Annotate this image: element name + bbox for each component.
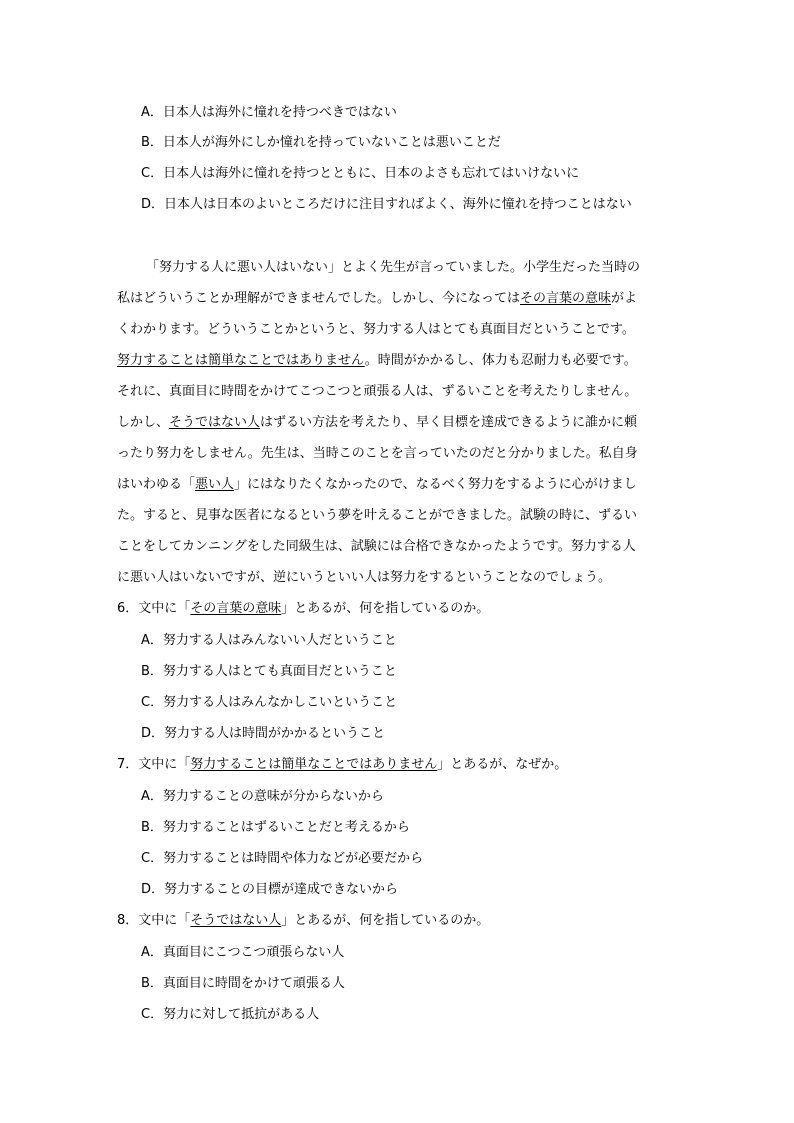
q7-option-b: B．努力することはずるいことだと考えるから [141, 820, 410, 835]
underlined-phrase: 悪い人 [195, 477, 235, 492]
underlined-phrase: そうではない人 [190, 913, 282, 928]
q6-option-a: A．努力する人はみんないい人だということ [141, 633, 397, 648]
passage-line: ことをしてカンニングをした同級生は、試験には合格できなかったようです。努力する人 [117, 539, 636, 554]
passage-text: はずるい方法を考えたり、早く目標を達成できるように誰かに頼 [260, 415, 638, 430]
passage-text: はいわゆる「 [117, 477, 196, 492]
passage-line: くわかります。どういうことかというと、努力する人はとても真面目だということです。 [117, 322, 635, 337]
underlined-phrase: その言葉の意味 [520, 291, 612, 306]
q7-option-c: C．努力することは時間や体力などが必要だから [141, 851, 424, 866]
passage-line: た。すると、見事な医者になるという夢を叶えることができました。試験の時に、ずるい [117, 508, 638, 523]
passage-line [117, 352, 637, 370]
q8-option-b: B．真面目に時間をかけて頑張る人 [141, 976, 345, 991]
q8-option-a: A．真面目にこつこつ頑張らない人 [141, 945, 345, 960]
underlined-phrase: 努力することは簡単なことではありません [190, 757, 438, 772]
passage-text: がよ [611, 291, 638, 306]
q6-option-d: D．努力する人は時間がかかるということ [141, 726, 386, 741]
passage-text: 。時間がかかるし、体力も忍耐力も必要です。 [364, 353, 637, 368]
passage-line: 「努力する人に悪い人はいない」とよく先生が言っていました。小学生だった当時の [146, 260, 641, 275]
passage-text: 私はどういうことか理解ができませんでした。しかし、今になっては [117, 291, 521, 306]
q7-option-d: D．努力することの目標が達成できないから [141, 882, 399, 897]
passage-line: に悪い人はいないですが、逆にいうといい人は努力をするということなのでしょう。 [117, 570, 612, 585]
underlined-phrase: 努力することは簡単なことではありません [117, 353, 365, 368]
stem-text: 」とあるが、なぜか。 [437, 757, 568, 772]
prev-option-b: B．日本人が海外にしか憧れを持っていないことは悪いことだ [141, 135, 501, 150]
question-8-stem [117, 912, 489, 930]
passage-line [117, 414, 637, 432]
stem-text: 6．文中に「 [117, 601, 191, 616]
q6-option-b: B．努力する人はとても真面目だということ [141, 664, 397, 679]
stem-text: 」とあるが、何を指しているのか。 [281, 601, 490, 616]
stem-text: 」とあるが、何を指しているのか。 [281, 913, 490, 928]
prev-option-c: C．日本人は海外に憧れを持つとともに、日本のよさも忘れてはいけないに [141, 166, 580, 181]
passage-line: それに、真面目に時間をかけてこつこつと頑張る人は、ずるいことを考えたりしません。 [117, 384, 638, 399]
underlined-phrase: そうではない人 [169, 415, 261, 430]
question-7-stem [117, 756, 567, 774]
passage-line [117, 476, 637, 494]
passage-line: ったり努力をしません。先生は、当時このことを言っていたのだと分かりました。私自身 [117, 446, 638, 461]
underlined-phrase: その言葉の意味 [190, 601, 282, 616]
stem-text: 7．文中に「 [117, 757, 191, 772]
q6-option-c: C．努力する人はみんなかしこいということ [141, 695, 398, 710]
question-6-stem [117, 600, 489, 618]
passage-line [117, 290, 637, 308]
prev-option-a: A．日本人は海外に憧れを持つべきではない [141, 105, 397, 120]
passage-text: しかし、 [117, 415, 170, 430]
q7-option-a: A．努力することの意味が分からないから [141, 789, 384, 804]
q8-option-c: C．努力に対して抵抗がある人 [141, 1007, 320, 1022]
prev-option-d: D．日本人は日本のよいところだけに注目すればよく、海外に憧れを持つことはない [141, 197, 632, 212]
stem-text: 8．文中に「 [117, 913, 191, 928]
passage-text: 」にはなりたくなかったので、なるべく努力をするように心がけまし [234, 477, 637, 492]
